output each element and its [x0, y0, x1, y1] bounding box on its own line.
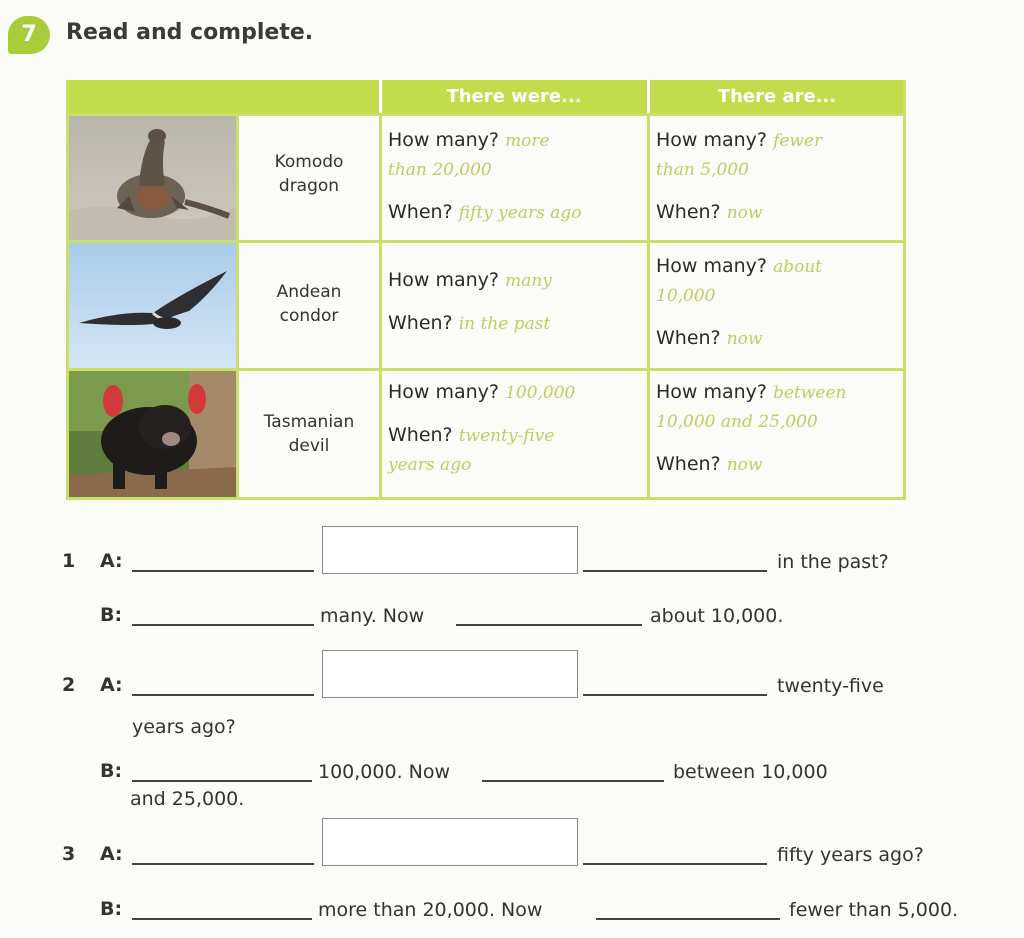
when-label: When?: [656, 453, 721, 475]
handwritten-answer: than 20,000: [388, 160, 492, 180]
answer-blank[interactable]: [132, 570, 314, 572]
tasmanian-devil-photo: [69, 371, 236, 497]
grid-line: [379, 114, 382, 500]
answer-box[interactable]: [322, 650, 578, 698]
handwritten-answer: many: [505, 271, 552, 291]
handwritten-answer: than 5,000: [656, 160, 749, 180]
animal-name-line: condor: [279, 306, 339, 326]
grid-line: [647, 114, 650, 500]
handwritten-answer: now: [726, 203, 763, 223]
handwritten-answer: between: [773, 383, 847, 403]
exercise-number: 3: [62, 843, 76, 865]
answer-box[interactable]: [322, 526, 578, 574]
answer-blank[interactable]: [132, 624, 314, 626]
answer-blank[interactable]: [132, 694, 314, 696]
sentence-text: about 10,000.: [650, 605, 784, 627]
header-blank-cell: [66, 80, 380, 114]
animal-name-line: dragon: [278, 176, 340, 196]
speaker-b: B:: [100, 760, 123, 782]
header-there-were: There were...: [380, 80, 648, 114]
exercise-number: 2: [62, 674, 76, 696]
grid-line: [903, 80, 906, 500]
how-many-label: How many?: [388, 381, 500, 403]
when-label: When?: [656, 201, 721, 223]
how-many-label: How many?: [656, 255, 768, 277]
animal-name-line: Komodo: [274, 152, 344, 172]
header-there-are: There are...: [648, 80, 906, 114]
sentence-text: fewer than 5,000.: [789, 899, 959, 921]
answer-blank[interactable]: [482, 780, 664, 782]
komodo-now-cell: [656, 126, 901, 227]
answer-blank[interactable]: [596, 918, 780, 920]
condor-now-cell: [656, 252, 901, 353]
how-many-label: How many?: [656, 381, 768, 403]
animal-name-line: Tasmanian: [263, 412, 355, 432]
handwritten-answer: 100,000: [505, 383, 576, 403]
tasmanian-past-cell: [388, 378, 643, 479]
answer-blank[interactable]: [583, 863, 767, 865]
when-label: When?: [656, 327, 721, 349]
answer-blank[interactable]: [456, 624, 642, 626]
andean-condor-photo: [69, 243, 236, 368]
answer-blank[interactable]: [583, 570, 767, 572]
when-label: When?: [388, 424, 453, 446]
grid-line: [66, 497, 906, 500]
handwritten-answer: more: [505, 131, 550, 151]
handwritten-answer: fewer: [773, 131, 823, 151]
answer-blank[interactable]: [132, 780, 312, 782]
handwritten-answer: about: [773, 257, 823, 277]
animal-name-komodo: [239, 150, 379, 198]
sentence-text: and 25,000.: [130, 788, 245, 810]
handwritten-answer: twenty-five: [458, 426, 555, 446]
how-many-label: How many?: [388, 269, 500, 291]
exercise-number-badge: 7: [8, 16, 50, 54]
speaker-a: A:: [100, 843, 123, 865]
when-label: When?: [388, 201, 453, 223]
sentence-text: twenty-five: [777, 675, 884, 697]
handwritten-answer: fifty years ago: [458, 203, 582, 223]
answer-blank[interactable]: [132, 863, 314, 865]
handwritten-answer: in the past: [458, 314, 551, 334]
sentence-text: more than 20,000. Now: [318, 899, 543, 921]
how-many-label: How many?: [388, 129, 500, 151]
condor-past-cell: [388, 266, 643, 338]
handwritten-answer: now: [726, 455, 763, 475]
exercise-number: 1: [62, 550, 76, 572]
when-label: When?: [388, 312, 453, 334]
tasmanian-now-cell: [656, 378, 901, 479]
instruction-heading: Read and complete.: [66, 20, 314, 45]
komodo-past-cell: [388, 126, 643, 227]
animal-name-condor: [239, 280, 379, 328]
answer-blank[interactable]: [132, 918, 312, 920]
animal-name-tasmanian: [239, 410, 379, 458]
sentence-text: in the past?: [777, 551, 889, 573]
animal-table: [66, 80, 906, 500]
sentence-text: many. Now: [320, 605, 425, 627]
answer-blank[interactable]: [583, 694, 767, 696]
sentence-text: fifty years ago?: [777, 844, 924, 866]
sentence-text: years ago?: [132, 716, 236, 738]
handwritten-answer: now: [726, 329, 763, 349]
speaker-b: B:: [100, 898, 123, 920]
animal-name-line: devil: [288, 436, 330, 456]
speaker-b: B:: [100, 604, 123, 626]
how-many-label: How many?: [656, 129, 768, 151]
handwritten-answer: 10,000 and 25,000: [656, 412, 818, 432]
komodo-dragon-photo: [69, 116, 236, 240]
sentence-text: 100,000. Now: [318, 761, 451, 783]
sentence-text: between 10,000: [673, 761, 828, 783]
handwritten-answer: 10,000: [656, 286, 716, 306]
answer-box[interactable]: [322, 818, 578, 866]
handwritten-answer: years ago: [388, 455, 472, 475]
animal-name-line: Andean: [276, 282, 342, 302]
speaker-a: A:: [100, 674, 123, 696]
speaker-a: A:: [100, 550, 123, 572]
